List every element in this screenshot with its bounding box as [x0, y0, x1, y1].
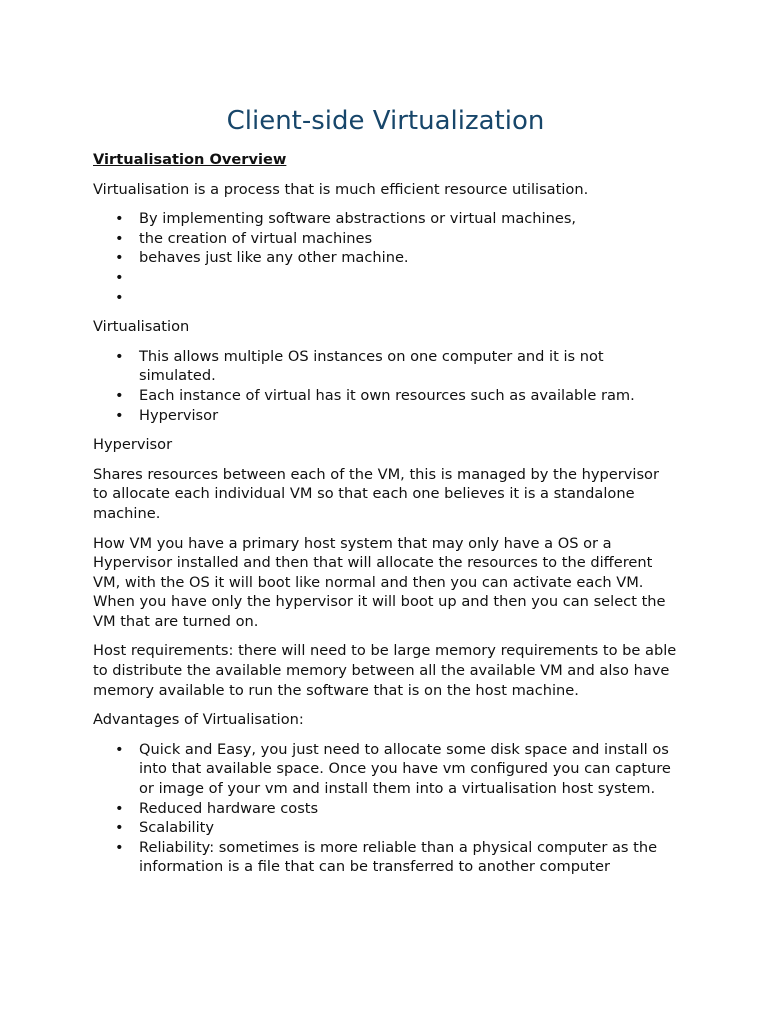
- overview-bullet-list: [93, 209, 678, 307]
- list-item: • Hypervisor: [139, 406, 678, 426]
- list-item: • the creation of virtual machines: [139, 229, 678, 249]
- virtualisation-label: Virtualisation: [93, 318, 190, 336]
- list-item: • behaves just like any other machine.: [139, 248, 678, 268]
- intro-paragraph: Virtualisation is a process that is much efficient resource utilisation.: [93, 180, 589, 198]
- vm-host-description: How VM you have a primary host system that may only have a OS or a Hypervisor installed and then that will allocate the resources to the different VM, with the OS it will boot like normal and then you can activate each VM. When you have only the hypervisor it will boot up and then you can select the VM that are turned on.: [93, 534, 666, 630]
- list-item: • This allows multiple OS instances on one computer and it is not simulated.: [139, 347, 678, 386]
- list-item: • Each instance of virtual has it own resources such as available ram.: [139, 386, 678, 406]
- host-requirements-paragraph: Host requirements: there will need to be large memory requirements to be able to distribute the available memory between all the available VM and also have memory available to run the software that is on the host machine.: [93, 642, 677, 699]
- empty-list-item: [139, 268, 678, 288]
- list-item: • Reliability: sometimes is more reliable than a physical computer as the information is a file that can be transferred to another computer: [139, 838, 678, 877]
- list-item: • By implementing software abstractions or virtual machines,: [139, 209, 678, 229]
- advantages-bullet-list: [93, 740, 678, 877]
- empty-list-item: [139, 288, 678, 308]
- list-item: • Quick and Easy, you just need to allocate some disk space and install os into that available space. Once you have vm configured you can capture or image of your vm and install them into a virtualisation host system.: [139, 740, 678, 799]
- overview-heading: Virtualisation Overview: [93, 151, 287, 168]
- hypervisor-description: Shares resources between each of the VM, this is managed by the hypervisor to allocate each individual VM so that each one believes it is a standalone machine.: [93, 465, 659, 522]
- document-title: Client-side Virtualization: [226, 106, 545, 136]
- advantages-label: Advantages of Virtualisation:: [93, 711, 304, 729]
- list-item: • Scalability: [139, 818, 678, 838]
- hypervisor-label: Hypervisor: [93, 436, 173, 454]
- list-item: • Reduced hardware costs: [139, 799, 678, 819]
- virtualisation-bullet-list: [93, 347, 678, 425]
